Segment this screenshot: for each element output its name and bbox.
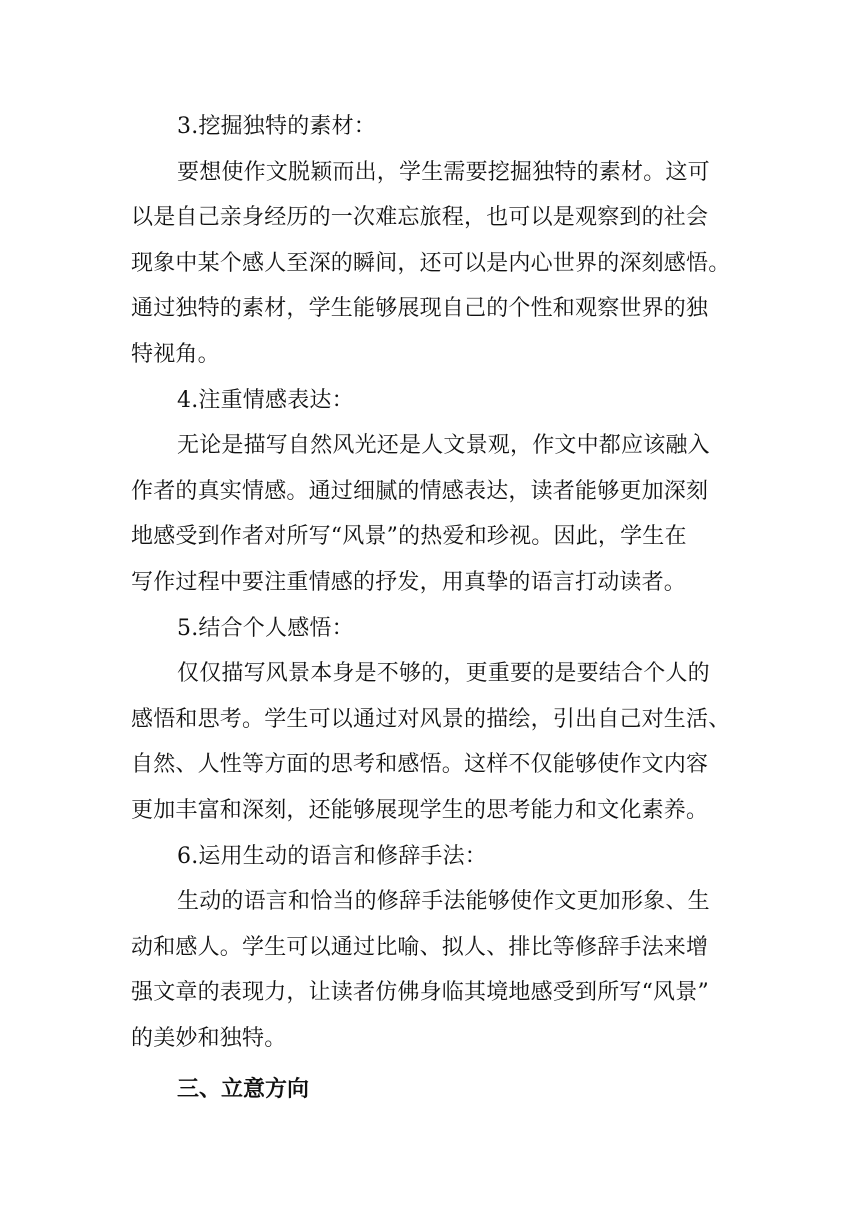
paragraph-line: 无论是描写自然风光还是人文景观，作文中都应该融入 [177, 433, 710, 459]
paragraph-line: 自然、人性等方面的思考和感悟。这样不仅能够使作文内容 [131, 752, 709, 778]
section-title: 三、立意方向 [177, 1077, 310, 1103]
paragraph-line: 以是自己亲身经历的一次难忘旅程，也可以是观察到的社会 [131, 205, 709, 231]
paragraph-line: 地感受到作者对所写“风景”的热爱和珍视。因此，学生在 [131, 524, 687, 550]
paragraph-line: 通过独特的素材，学生能够展现自己的个性和观察世界的独 [131, 296, 709, 322]
section-heading: 3.挖掘独特的素材： [177, 114, 376, 139]
section-heading: 6.运用生动的语言和修辞手法： [177, 843, 487, 869]
paragraph-line: 生动的语言和恰当的修辞手法能够使作文更加形象、生 [177, 889, 710, 915]
paragraph-line: 作者的真实情感。通过细腻的情感表达，读者能够更加深刻 [131, 478, 709, 504]
paragraph-line: 现象中某个感人至深的瞬间，还可以是内心世界的深刻感悟。 [131, 250, 731, 276]
paragraph-line: 感悟和思考。学生可以通过对风景的描绘，引出自己对生活、 [131, 706, 731, 732]
document-body [131, 104, 741, 1115]
paragraph-line: 更加丰富和深刻，还能够展现学生的思考能力和文化素养。 [131, 797, 709, 823]
section-heading: 4.注重情感表达： [177, 387, 354, 413]
paragraph-line: 写作过程中要注重情感的抒发，用真挚的语言打动读者。 [131, 569, 687, 595]
paragraph-line: 特视角。 [131, 341, 220, 367]
paragraph-line: 要想使作文脱颖而出，学生需要挖掘独特的素材。这可 [177, 159, 710, 185]
paragraph-line: 动和感人。学生可以通过比喻、拟人、排比等修辞手法来增 [131, 934, 709, 960]
paragraph-line: 强文章的表现力，让读者仿佛身临其境地感受到所写“风景” [131, 980, 709, 1006]
paragraph-line: 仅仅描写风景本身是不够的，更重要的是要结合个人的 [177, 661, 710, 687]
section-heading: 5.结合个人感悟： [177, 615, 354, 641]
paragraph-line: 的美妙和独特。 [131, 1025, 287, 1051]
